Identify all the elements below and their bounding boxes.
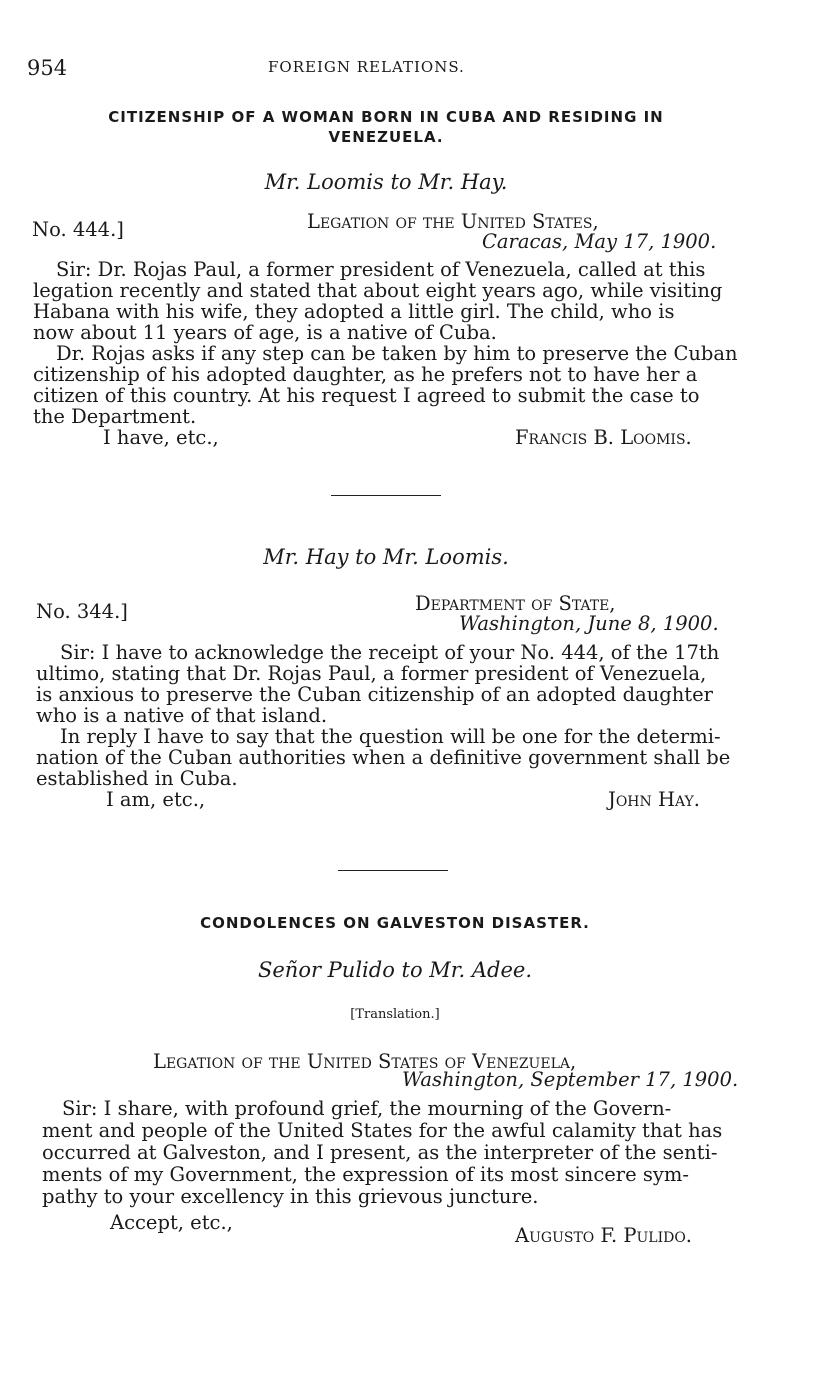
letter2-office: Department of State,	[415, 592, 616, 615]
letter1-line: citizen of this country. At his request I agreed to submit the case to	[33, 384, 700, 407]
running-title: FOREIGN RELATIONS.	[268, 58, 465, 76]
letter1-line: Habana with his wife, they adopted a little girl. The child, who is	[33, 300, 675, 323]
section-heading-line2: VENEZUELA.	[328, 128, 444, 146]
letter1-line: Dr. Rojas asks if any step can be taken by him to preserve the Cuban	[56, 342, 738, 365]
letter1-signature: Francis B. Loomis.	[515, 426, 692, 449]
letter1-line: the Department.	[33, 405, 197, 428]
letter3-line: ment and people of the United States for the awful calamity that has	[42, 1119, 723, 1142]
letter2-signature: John Hay.	[608, 788, 700, 811]
letter3-line: pathy to your excellency in this grievous juncture.	[42, 1185, 539, 1208]
letter1-place-date: Caracas, May 17, 1900.	[482, 230, 717, 253]
letter1-office: Legation of the United States,	[307, 210, 599, 233]
letter3-line: ments of my Government, the expression of its most sincere sym-	[42, 1163, 689, 1186]
page-number: 954	[27, 56, 68, 80]
letter3-salutation: Señor Pulido to Mr. Adee.	[257, 958, 533, 982]
letter1-line: legation recently and stated that about eight years ago, while visiting	[33, 279, 723, 302]
letter2-closing: I am, etc.,	[106, 788, 206, 811]
letter3-office: Legation of the United States of Venezuela,	[153, 1050, 577, 1073]
letter1-number: No. 444.]	[32, 218, 124, 241]
letter3-signature: Augusto F. Pulido.	[515, 1224, 693, 1247]
section-divider	[331, 495, 441, 496]
letter2-salutation: Mr. Hay to Mr. Loomis.	[263, 545, 509, 569]
letter3-place-date: Washington, September 17, 1900.	[402, 1068, 739, 1091]
letter2-place-date: Washington, June 8, 1900.	[459, 612, 719, 635]
letter1-salutation: Mr. Loomis to Mr. Hay.	[264, 170, 508, 194]
section-heading-line1: CITIZENSHIP OF A WOMAN BORN IN CUBA AND RESIDING IN	[108, 108, 664, 126]
section-heading: CONDOLENCES ON GALVESTON DISASTER.	[200, 914, 590, 932]
letter1-closing: I have, etc.,	[103, 426, 219, 449]
letter2-line: who is a native of that island.	[36, 704, 328, 727]
letter2-number: No. 344.]	[36, 600, 128, 623]
letter3-closing: Accept, etc.,	[110, 1211, 233, 1234]
section-divider	[338, 870, 448, 871]
letter2-line: established in Cuba.	[36, 767, 238, 790]
letter1-line: citizenship of his adopted daughter, as he prefers not to have her a	[33, 363, 698, 386]
letter3-line: occurred at Galveston, and I present, as the interpreter of the senti-	[42, 1141, 718, 1164]
letter3-line: Sir: I share, with profound grief, the mourning of the Govern-	[62, 1097, 672, 1120]
translation-note: [Translation.]	[350, 1007, 440, 1022]
letter2-line: is anxious to preserve the Cuban citizenship of an adopted daughter	[36, 683, 714, 706]
letter2-line: Sir: I have to acknowledge the receipt of your No. 444, of the 17th	[60, 641, 720, 664]
letter1-line: Sir: Dr. Rojas Paul, a former president of Venezuela, called at this	[56, 258, 706, 281]
letter2-line: ultimo, stating that Dr. Rojas Paul, a former president of Venezuela,	[36, 662, 707, 685]
letter2-line: nation of the Cuban authorities when a definitive government shall be	[36, 746, 731, 769]
letter1-line: now about 11 years of age, is a native of Cuba.	[33, 321, 497, 344]
letter2-line: In reply I have to say that the question will be one for the determi-	[60, 725, 721, 748]
